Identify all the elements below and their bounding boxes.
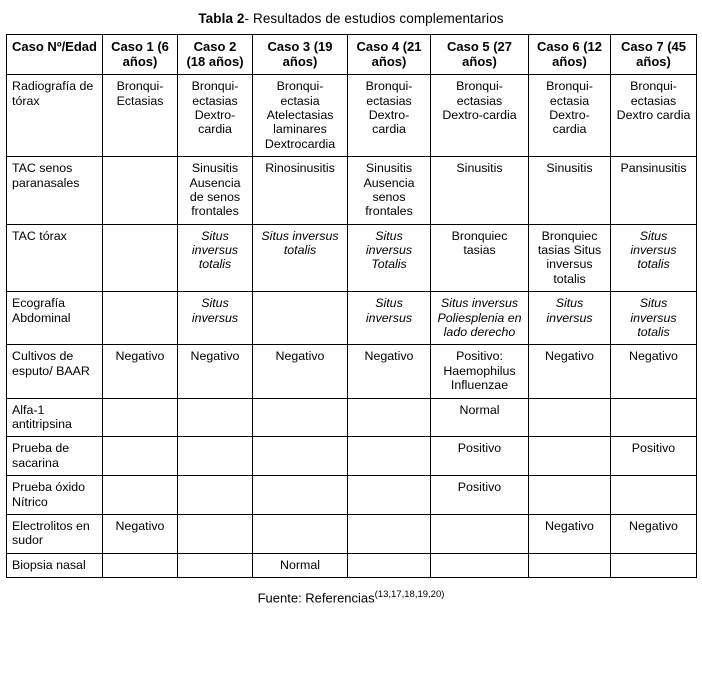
- table-cell: [178, 553, 253, 577]
- column-header-case-4: Caso 4 (21 años): [348, 35, 431, 75]
- table-row: [7, 157, 697, 225]
- table-body: [7, 75, 697, 578]
- table-row: [7, 224, 697, 292]
- table-cell: Bronqui-ectasias Dextro-cardia: [431, 75, 529, 157]
- table-cell: Situs inversus: [178, 292, 253, 345]
- table-caption: [6, 11, 696, 26]
- table-row: [7, 514, 697, 553]
- table-caption-number: Tabla 2: [198, 11, 245, 26]
- row-label: Prueba óxido Nítrico: [7, 476, 103, 515]
- table-cell: [178, 437, 253, 476]
- table-cell: Negativo: [103, 345, 178, 398]
- table-cell: Situs inversus totalis: [178, 224, 253, 292]
- column-header-case-7: Caso 7 (45 años): [611, 35, 697, 75]
- source-label: Fuente: Referencias: [257, 590, 375, 606]
- table-cell: Positivo: Haemophilus Influenzae: [431, 345, 529, 398]
- table-cell: [103, 437, 178, 476]
- table-cell: [529, 398, 611, 437]
- table-cell: [611, 476, 697, 515]
- table-cell: Situs inversus totalis: [253, 224, 348, 292]
- column-header-case-5: Caso 5 (27 años): [431, 35, 529, 75]
- table-cell: Negativo: [529, 345, 611, 398]
- row-label: Biopsia nasal: [7, 553, 103, 577]
- table-cell: Negativo: [529, 514, 611, 553]
- table-cell: [348, 553, 431, 577]
- table-cell: Situs inversus Poliesplenia en lado derecho: [431, 292, 529, 345]
- table-cell: [431, 514, 529, 553]
- table-cell: Bronqui-ectasias Dextro-cardia: [178, 75, 253, 157]
- table-cell: [348, 514, 431, 553]
- table-cell: Bronqui-ectasias Dextro cardia: [611, 75, 697, 157]
- row-label: Ecografía Abdominal: [7, 292, 103, 345]
- row-label: TAC senos paranasales: [7, 157, 103, 225]
- table-cell: Rinosinusitis: [253, 157, 348, 225]
- table-cell: Bronqui-ectasia Atelectasias laminares Dextrocardia: [253, 75, 348, 157]
- table-cell: [253, 398, 348, 437]
- table-cell: [529, 476, 611, 515]
- source-references: (13,17,18,19,20): [374, 589, 445, 601]
- table-cell: Sinusitis: [431, 157, 529, 225]
- table-cell: [103, 157, 178, 225]
- row-label: Cultivos de esputo/ BAAR: [7, 345, 103, 398]
- table-cell: [103, 553, 178, 577]
- table-cell: Situs inversus totalis: [611, 292, 697, 345]
- table-cell: [103, 476, 178, 515]
- row-label: Electrolitos en sudor: [7, 514, 103, 553]
- row-label: Radiografía de tórax: [7, 75, 103, 157]
- table-row: [7, 553, 697, 577]
- table-cell: [529, 553, 611, 577]
- table-cell: [253, 514, 348, 553]
- table-cell: Pansinusitis: [611, 157, 697, 225]
- table-header-row: [7, 35, 697, 75]
- column-header-case-6: Caso 6 (12 años): [529, 35, 611, 75]
- table-cell: Situs inversus: [529, 292, 611, 345]
- table-cell: [178, 514, 253, 553]
- table-cell: Negativo: [611, 345, 697, 398]
- table-cell: [178, 476, 253, 515]
- table-cell: [178, 398, 253, 437]
- table-row: [7, 476, 697, 515]
- column-header-case-1: Caso 1 (6 años): [103, 35, 178, 75]
- table-row: [7, 345, 697, 398]
- table-source: [6, 589, 696, 605]
- table-cell: Negativo: [253, 345, 348, 398]
- table-cell: [529, 437, 611, 476]
- row-label: Prueba de sacarina: [7, 437, 103, 476]
- table-cell: Normal: [431, 398, 529, 437]
- table-cell: [103, 224, 178, 292]
- table-cell: [611, 553, 697, 577]
- table-cell: Bronqui-Ectasias: [103, 75, 178, 157]
- table-cell: Sinusitis: [529, 157, 611, 225]
- table-cell: [348, 437, 431, 476]
- table-cell: Normal: [253, 553, 348, 577]
- table-cell: [611, 398, 697, 437]
- table-cell: [253, 292, 348, 345]
- table-cell: Positivo: [431, 476, 529, 515]
- table-cell: [103, 398, 178, 437]
- table-cell: Situs inversus: [348, 292, 431, 345]
- column-header-case-age: Caso Nº/Edad: [7, 35, 103, 75]
- table-cell: Negativo: [348, 345, 431, 398]
- table-cell: Situs inversus totalis: [611, 224, 697, 292]
- table-cell: [103, 292, 178, 345]
- table-cell: [253, 476, 348, 515]
- table-cell: Bronqui-ectasias Dextro-cardia: [348, 75, 431, 157]
- row-label: TAC tórax: [7, 224, 103, 292]
- table-row: [7, 437, 697, 476]
- table-cell: Negativo: [103, 514, 178, 553]
- table-cell: [431, 553, 529, 577]
- table-caption-text: - Resultados de estudios complementarios: [244, 11, 504, 26]
- table-header: [7, 35, 697, 75]
- column-header-case-2: Caso 2 (18 años): [178, 35, 253, 75]
- table-cell: [348, 398, 431, 437]
- table-cell: Sinusitis Ausencia senos frontales: [348, 157, 431, 225]
- table-cell: Negativo: [611, 514, 697, 553]
- table-cell: Negativo: [178, 345, 253, 398]
- table-cell: [348, 476, 431, 515]
- table-row: [7, 292, 697, 345]
- row-label: Alfa-1 antitripsina: [7, 398, 103, 437]
- table-cell: Bronquiec tasias Situs inversus totalis: [529, 224, 611, 292]
- table-row: [7, 398, 697, 437]
- results-table: [6, 34, 697, 578]
- table-cell: Bronqui-ectasia Dextro-cardia: [529, 75, 611, 157]
- column-header-case-3: Caso 3 (19 años): [253, 35, 348, 75]
- table-cell: Bronquiec tasias: [431, 224, 529, 292]
- table-cell: Situs inversus Totalis: [348, 224, 431, 292]
- table-row: [7, 75, 697, 157]
- table-cell: Positivo: [431, 437, 529, 476]
- table-cell: [253, 437, 348, 476]
- table-cell: Positivo: [611, 437, 697, 476]
- table-cell: Sinusitis Ausencia de senos frontales: [178, 157, 253, 225]
